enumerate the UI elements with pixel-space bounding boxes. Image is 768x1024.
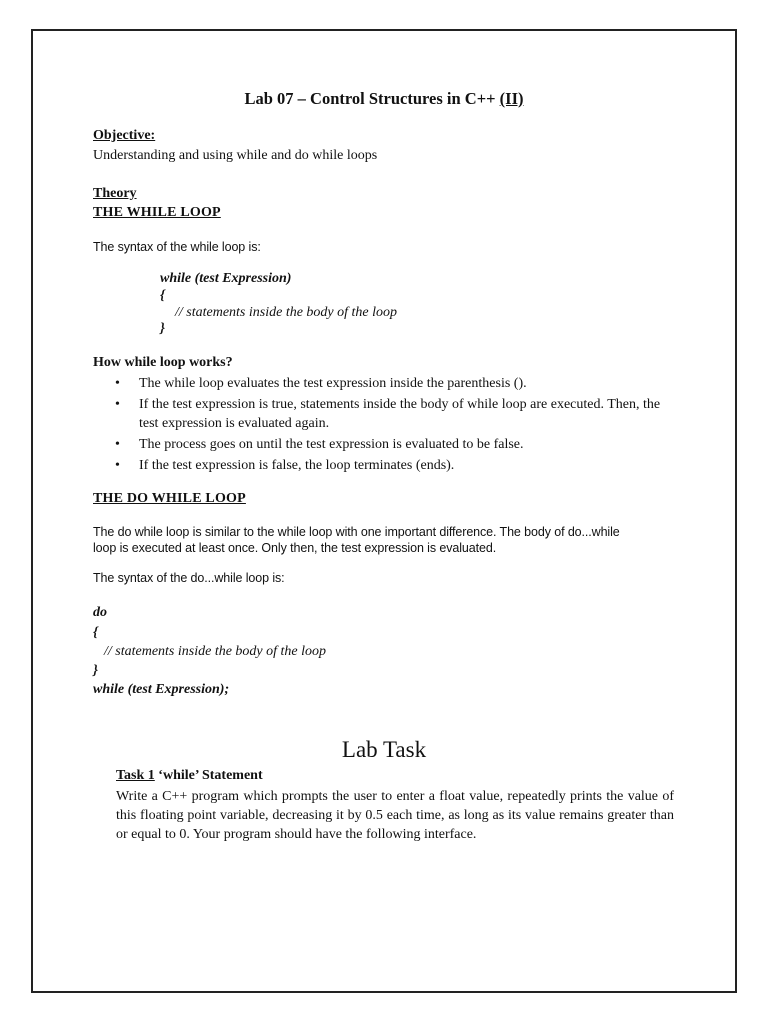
task-1-label: Task 1 [116,768,155,783]
do-while-desc-line-2: loop is executed at least once. Only then, the test expression is evaluated. [93,541,497,555]
page-border [31,29,737,993]
title-part: (II) [499,89,524,108]
task-1-title: ‘while’ Statement [154,768,263,783]
while-loop-heading: THE WHILE LOOP [93,205,221,220]
bullet-item: • The process goes on until the test expression is evaluated to be false. [112,435,678,454]
while-code-line-3: // statements inside the body of the loop [175,305,398,320]
do-code-line-1: do [93,605,107,620]
while-code-line-1: while (test Expression) [160,271,292,286]
objective-text: Understanding and using while and do while loops [93,148,378,163]
while-syntax-intro: The syntax of the while loop is: [93,240,261,254]
do-code-line-3: // statements inside the body of the loop [104,644,327,659]
do-while-desc-line-1: The do while loop is similar to the while loop with one important difference. The body of do...while [93,525,620,539]
theory-label: Theory [93,186,137,201]
do-code-line-4: } [93,663,98,678]
lab-task-heading: Lab Task [341,737,427,762]
objective-label: Objective: [93,128,156,143]
task-1-description: Write a C++ program which prompts the user to enter a float value, repeatedly prints the value of this floating point variable, decreasing it by 0.5 each time, as long as its value remains greater than or equal to 0. Your program should have the following interface. [116,789,674,842]
while-code-line-4: } [160,321,165,336]
do-while-heading: THE DO WHILE LOOP [93,491,246,506]
while-bullet-list [112,374,678,477]
bullet-item: • If the test expression is false, the loop terminates (ends). [112,456,678,475]
title-main: Lab 07 – Control Structures in C++ [244,89,500,108]
bullet-item: • The while loop evaluates the test expression inside the parenthesis (). [112,374,678,393]
how-while-works-heading: How while loop works? [93,355,233,370]
page-title [0,89,768,109]
while-code-line-2: { [160,288,165,303]
bullet-item: • If the test expression is true, statements inside the body of while loop are executed. Then, the test expression is evaluated again. [112,395,678,433]
do-while-syntax-intro: The syntax of the do...while loop is: [93,571,285,585]
do-code-line-2: { [93,625,98,640]
do-code-line-5: while (test Expression); [93,682,230,697]
task-1-heading [116,768,263,784]
